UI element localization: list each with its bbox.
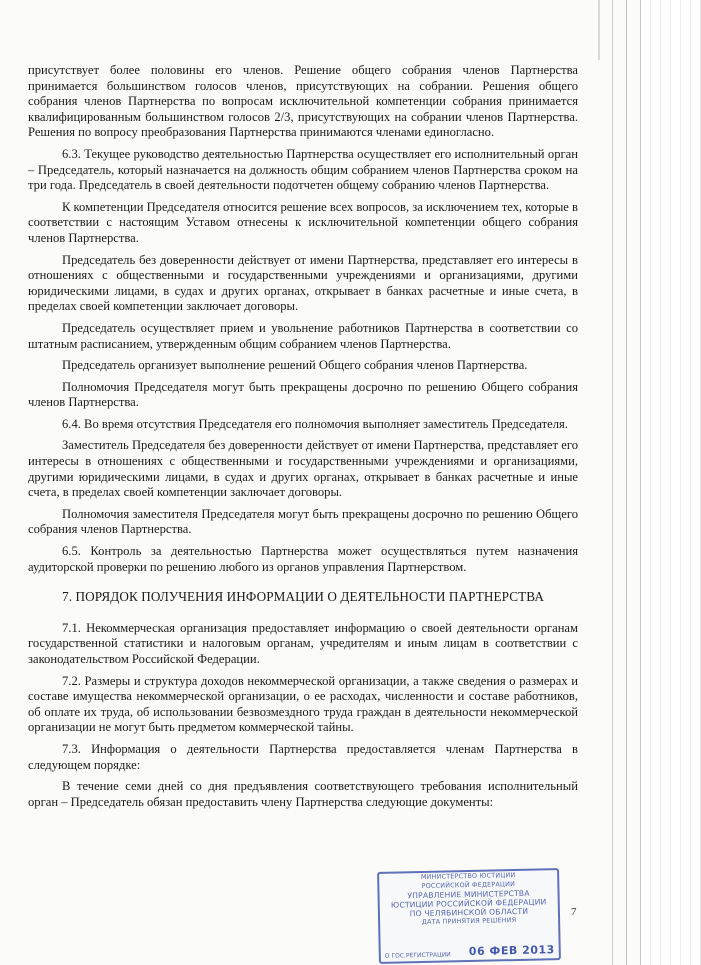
stamp-date-row — [385, 943, 555, 960]
paragraph-chairman-competence: К компетенции Председателя относится решение всех вопросов, за исключением тех, которые в соответствии с настоящим Уставом отнесены к исключительной компетенции общего собрания членов Партнерства. — [28, 199, 578, 245]
paragraph-6-3: 6.3. Текущее руководство деятельностью Партнерства осуществляет его исполнительный орган – Председатель, который назначается на должность общим собранием членов Партнерства сроком на три года. Председатель в своей деятельности подотчетен общему собранию членов Партнерства. — [28, 146, 578, 193]
paragraph-6-4: 6.4. Во время отсутствия Председателя его полномочия выполняет заместитель Председателя. — [62, 416, 568, 431]
document-body — [28, 63, 578, 816]
sheet-edge — [612, 0, 613, 965]
paragraph-continuation: присутствует более половины его членов. Решение общего собрания членов Партнерства принимается большинством голосов членов, присутствующих на собрании. Решения общего собрания членов Партнерства по вопросам исключительной компетенции собрания принимается квалифицированным большинством голосов 2/3, присутствующих на собрании членов Партнерства. Решения по вопросу преобразования Партнерства принимаются членами единогласно. — [28, 63, 578, 140]
stamp-line: ЮСТИЦИИ РОССИЙСКОЙ ФЕДЕРАЦИИ — [390, 897, 547, 910]
stamp-line: ДАТА ПРИНЯТИЯ РЕШЕНИЯ — [421, 916, 517, 926]
stamp-line: ПО ЧЕЛЯБИНСКОЙ ОБЛАСТИ — [409, 906, 529, 919]
paragraph-chairman-powers: Председатель без доверенности действует от имени Партнерства, представляет его интересы в отношениях с общественными и государственными учреждениями и организациями, другими юридическими лицами, в судах и других органах, открывает в банках расчетные и иные счета, в пределах своей компетенции заключает договоры. — [28, 252, 578, 314]
paragraph-deputy-termination: Полномочия заместителя Председателя могут быть прекращены досрочно по решению Общего собрания членов Партнерства. — [28, 506, 578, 537]
stamp-line: РОССИЙСКОЙ ФЕДЕРАЦИИ — [421, 880, 516, 890]
stamp-line: МИНИСТЕРСТВО ЮСТИЦИИ — [420, 871, 516, 881]
paragraph-chairman-termination: Полномочия Председателя могут быть прекращены досрочно по решению Общего собрания членов Партнерства. — [28, 379, 578, 410]
paragraph-deputy-powers: Заместитель Председателя без доверенности действует от имени Партнерства, представляет его интересы в отношениях с общественными и государственными учреждениями и организациями, другими юридическими лицами, в судах и других органах, открывает в банках расчетные и иные счета, в пределах своей компетенции заключает договоры. — [28, 438, 578, 500]
paragraph-7-1: 7.1. Некоммерческая организация предоставляет информацию о своей деятельности органам государственной статистики и налоговым органам, учредителям и иным лицам в соответствии с законодательством Российской Федерации. — [28, 620, 578, 666]
paragraph-7-3: 7.3. Информация о деятельности Партнерства предоставляется членам Партнерства в следующем порядке: — [28, 741, 578, 772]
paragraph-chairman-hiring: Председатель осуществляет прием и увольнение работников Партнерства в соответствии со штатным расписанием, утвержденным общим собранием членов Партнерства. — [28, 320, 578, 351]
section-7-heading: 7. ПОРЯДОК ПОЛУЧЕНИЯ ИНФОРМАЦИИ О ДЕЯТЕЛЬНОСТИ ПАРТНЕРСТВА — [62, 589, 544, 605]
stamp-line: УПРАВЛЕНИЕ МИНИСТЕРСТВА — [407, 888, 530, 901]
stamp-date: 06 ФЕВ 2013 — [468, 943, 555, 959]
registration-stamp — [377, 868, 561, 964]
stacked-sheets-edges — [641, 0, 701, 965]
stamp-registration-label: О ГОС.РЕГИСТРАЦИИ — [384, 951, 451, 960]
paragraph-chairman-execution: Председатель организует выполнение решений Общего собрания членов Партнерства. — [62, 358, 528, 373]
paragraph-7-2: 7.2. Размеры и структура доходов некоммерческой организации, а также сведения о размерах и составе имущества некоммерческой организации, о ее расходах, численности и составе работников, об оплате их труда, об использовании безвозмездного труда граждан в деятельности некоммерческой организации не могут быть предметом коммерческой тайны. — [28, 673, 578, 735]
sheet-edge — [598, 0, 600, 60]
paragraph-documents: В течение семи дней со дня предъявления соответствующего требования исполнительный орган – Председатель обязан предоставить члену Партнерства следующие документы: — [28, 779, 578, 809]
paragraph-6-5: 6.5. Контроль за деятельностью Партнерства может осуществляться путем назначения аудиторской проверки по решению любого из органов управления Партнерством. — [28, 544, 578, 574]
page-number: 7 — [571, 906, 577, 918]
sheet-edge — [626, 0, 627, 965]
